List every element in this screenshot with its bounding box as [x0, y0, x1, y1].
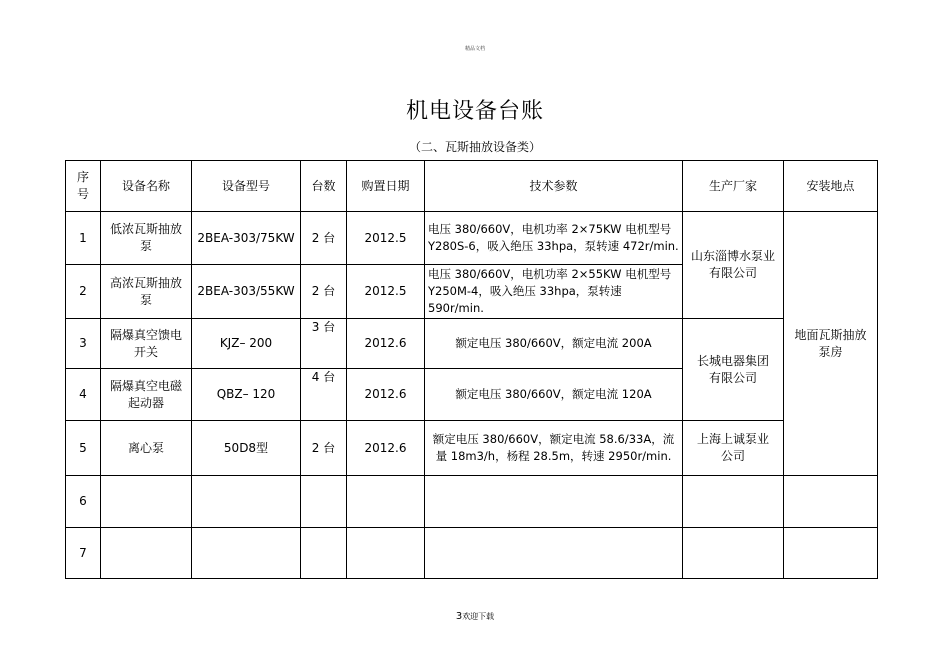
- table-row: [66, 421, 878, 476]
- header-cell: 安装地点: [784, 161, 878, 212]
- header-cell: 设备型号: [192, 161, 301, 212]
- empty-cell: [425, 476, 683, 528]
- equipment-qty: 2 台: [301, 212, 347, 265]
- equipment-model: QBZ– 120: [192, 369, 301, 421]
- manufacturer-cell: 长城电器集团有限公司: [683, 319, 784, 421]
- row-number: 4: [66, 369, 101, 421]
- header-cell: 购置日期: [347, 161, 425, 212]
- equipment-model: 50D8型: [192, 421, 301, 476]
- row-number: 3: [66, 319, 101, 369]
- empty-cell: [784, 528, 878, 579]
- empty-cell: [683, 528, 784, 579]
- table-row: [66, 319, 878, 369]
- purchase-date: 2012.5: [347, 265, 425, 319]
- empty-cell: [425, 528, 683, 579]
- equipment-name: 高浓瓦斯抽放泵: [101, 265, 192, 319]
- row-number: 1: [66, 212, 101, 265]
- tech-params: 额定电压 380/660V，额定电流 200A: [425, 319, 683, 369]
- equipment-qty: 2 台: [301, 265, 347, 319]
- empty-cell: [784, 476, 878, 528]
- equipment-model: 2BEA-303/55KW: [192, 265, 301, 319]
- empty-cell: [347, 476, 425, 528]
- equipment-name: 隔爆真空电磁起动器: [101, 369, 192, 421]
- equipment-qty: 2 台: [301, 421, 347, 476]
- purchase-date: 2012.6: [347, 319, 425, 369]
- page-title: 机电设备台账: [405, 99, 544, 124]
- table-row: [66, 212, 878, 265]
- row-number: 2: [66, 265, 101, 319]
- table-row: [66, 528, 878, 579]
- row-number: 6: [66, 476, 101, 528]
- equipment-name: 隔爆真空馈电开关: [101, 319, 192, 369]
- row-number: 7: [66, 528, 101, 579]
- header-cell: 序号: [66, 161, 101, 212]
- empty-cell: [192, 476, 301, 528]
- header-small-text: 精品文档: [464, 46, 485, 52]
- location-cell: 地面瓦斯抽放泵房: [784, 212, 878, 476]
- purchase-date: 2012.5: [347, 212, 425, 265]
- manufacturer-cell: 上海上诚泵业公司: [683, 421, 784, 476]
- equipment-qty: 3 台: [301, 319, 347, 369]
- manufacturer-cell: 山东淄博水泵业有限公司: [683, 212, 784, 319]
- equipment-model: 2BEA-303/75KW: [192, 212, 301, 265]
- page-footer: [0, 611, 950, 622]
- equipment-model: KJZ– 200: [192, 319, 301, 369]
- empty-cell: [192, 528, 301, 579]
- empty-cell: [101, 528, 192, 579]
- equipment-name: 低浓瓦斯抽放泵: [101, 212, 192, 265]
- row-number: 5: [66, 421, 101, 476]
- empty-cell: [101, 476, 192, 528]
- page-number: 3: [455, 611, 463, 622]
- footer-text: 欢迎下载: [462, 612, 495, 621]
- header-cell: 设备名称: [101, 161, 192, 212]
- table-header-row: [66, 161, 878, 212]
- empty-cell: [683, 476, 784, 528]
- equipment-qty: 4 台: [301, 369, 347, 421]
- empty-cell: [347, 528, 425, 579]
- purchase-date: 2012.6: [347, 369, 425, 421]
- equipment-name: 离心泵: [101, 421, 192, 476]
- header-cell: 技术参数: [425, 161, 683, 212]
- header-cell: 生产厂家: [683, 161, 784, 212]
- empty-cell: [301, 476, 347, 528]
- purchase-date: 2012.6: [347, 421, 425, 476]
- tech-params: 额定电压 380/660V，额定电流 120A: [425, 369, 683, 421]
- empty-cell: [301, 528, 347, 579]
- table-row: [66, 476, 878, 528]
- header-cell: 台数: [301, 161, 347, 212]
- tech-params: 电压 380/660V，电机功率 2×55KW 电机型号 Y250M-4，吸入绝压 33hpa，泵转速 590r/min.: [425, 265, 683, 319]
- tech-params: 额定电压 380/660V，额定电流 58.6/33A，流量 18m3/h，杨程 28.5m，转速 2950r/min.: [425, 421, 683, 476]
- tech-params: 电压 380/660V，电机功率 2×75KW 电机型号 Y280S-6，吸入绝压 33hpa，泵转速 472r/min.: [425, 212, 683, 265]
- page-subtitle: （二、瓦斯抽放设备类）: [408, 140, 541, 154]
- equipment-ledger-table: [65, 160, 878, 579]
